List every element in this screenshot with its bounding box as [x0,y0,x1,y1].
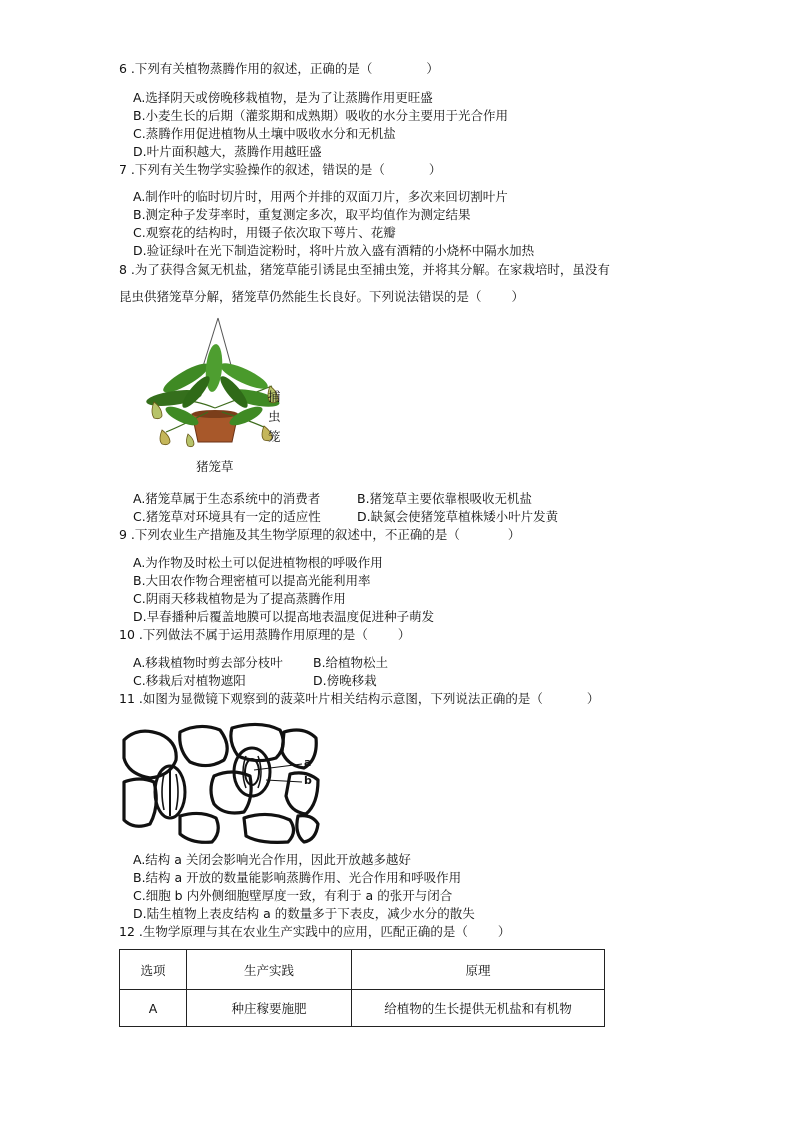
question-7-option-d: D.验证绿叶在光下制造淀粉时，将叶片放入盛有酒精的小烧杯中隔水加热 [133,243,535,258]
question-7-option-c: C.观察花的结构时，用镊子依次取下萼片、花瓣 [133,225,396,240]
question-8-option-d: D.缺氮会使猪笼草植株矮小叶片发黄 [357,509,559,524]
question-10-stem: 10 .下列做法不属于运用蒸腾作用原理的是（ ） [119,627,411,642]
question-6-option-c: C.蒸腾作用促进植物从土壤中吸收水分和无机盐 [133,126,396,141]
table-cell-principle: 给植物的生长提供无机盐和有机物 [352,990,605,1027]
table-row [120,990,605,1027]
question-8-stem-line1: 8 .为了获得含氮无机盐，猪笼草能引诱昆虫至捕虫笼，并将其分解。在家栽培时，虽没有 [119,262,610,277]
question-7-option-b: B.测定种子发芽率时，重复测定多次，取平均值作为测定结果 [133,207,471,222]
question-11-option-b: B.结构 a 开放的数量能影响蒸腾作用、光合作用和呼吸作用 [133,870,462,885]
table-header-practice: 生产实践 [187,950,352,990]
pitcher-label-char-2: 虫 [268,409,281,424]
question-9-option-c: C.阴雨天移栽植物是为了提高蒸腾作用 [133,591,346,606]
question-8-option-a: A.猪笼草属于生态系统中的消费者 [133,491,321,506]
table-cell-practice: 种庄稼要施肥 [187,990,352,1027]
question-9-option-d: D.早春播种后覆盖地膜可以提高地表温度促进种子萌发 [133,609,435,624]
question-8-option-c: C.猪笼草对环境具有一定的适应性 [133,509,321,524]
table-cell-option: A [120,990,187,1027]
leaf-epidermis-figure [120,720,320,844]
question-11-option-a: A.结构 a 关闭会影响光合作用，因此开放越多越好 [133,852,411,867]
question-10-option-a: A.移栽植物时剪去部分枝叶 [133,655,283,670]
pitcher-plant-caption: 猪笼草 [196,459,234,474]
question-10-option-d: D.傍晚移栽 [313,673,377,688]
pitcher-label-char-1: 捕 [268,389,281,404]
question-6-option-b: B.小麦生长的后期（灌浆期和成熟期）吸收的水分主要用于光合作用 [133,108,509,123]
question-12-stem: 12 .生物学原理与其在农业生产实践中的应用，匹配正确的是（ ） [119,924,511,939]
table-header-principle: 原理 [352,950,605,990]
question-7-option-a: A.制作叶的临时切片时，用两个并排的双面刀片，多次来回切割叶片 [133,189,508,204]
pitcher-label-char-3: 笼 [268,429,281,444]
question-11-stem: 11 .如图为显微镜下观察到的菠菜叶片相关结构示意图，下列说法正确的是（ ） [119,691,600,706]
question-6-option-d: D.叶片面积越大，蒸腾作用越旺盛 [133,144,322,159]
question-9-stem: 9 .下列农业生产措施及其生物学原理的叙述中，不正确的是（ ） [119,527,521,542]
question-8-option-b: B.猪笼草主要依靠根吸收无机盐 [357,491,533,506]
question-10-option-b: B.给植物松土 [313,655,389,670]
question-11-option-c: C.细胞 b 内外侧细胞壁厚度一致，有利于 a 的张开与闭合 [133,888,453,903]
table-header-row [120,950,605,990]
question-12-table [119,949,605,1027]
figure-label-b: b [304,774,312,787]
table-header-option: 选项 [120,950,187,990]
question-10-option-c: C.移栽后对植物遮阳 [133,673,246,688]
figure-label-a: a [304,756,312,769]
question-9-option-b: B.大田农作物合理密植可以提高光能利用率 [133,573,371,588]
question-6-option-a: A.选择阴天或傍晚移栽植物，是为了让蒸腾作用更旺盛 [133,90,433,105]
question-7-stem: 7 .下列有关生物学实验操作的叙述，错误的是（ ） [119,162,442,177]
question-11-option-d: D.陆生植物上表皮结构 a 的数量多于下表皮，减少水分的散失 [133,906,475,921]
question-8-stem-line2: 昆虫供猪笼草分解，猪笼草仍然能生长良好。下列说法错误的是（ ） [119,289,525,304]
question-6-stem: 6 .下列有关植物蒸腾作用的叙述，正确的是（ ） [119,61,439,76]
stomata-micrograph-illustration [120,720,320,844]
question-9-option-a: A.为作物及时松土可以促进植物根的呼吸作用 [133,555,383,570]
